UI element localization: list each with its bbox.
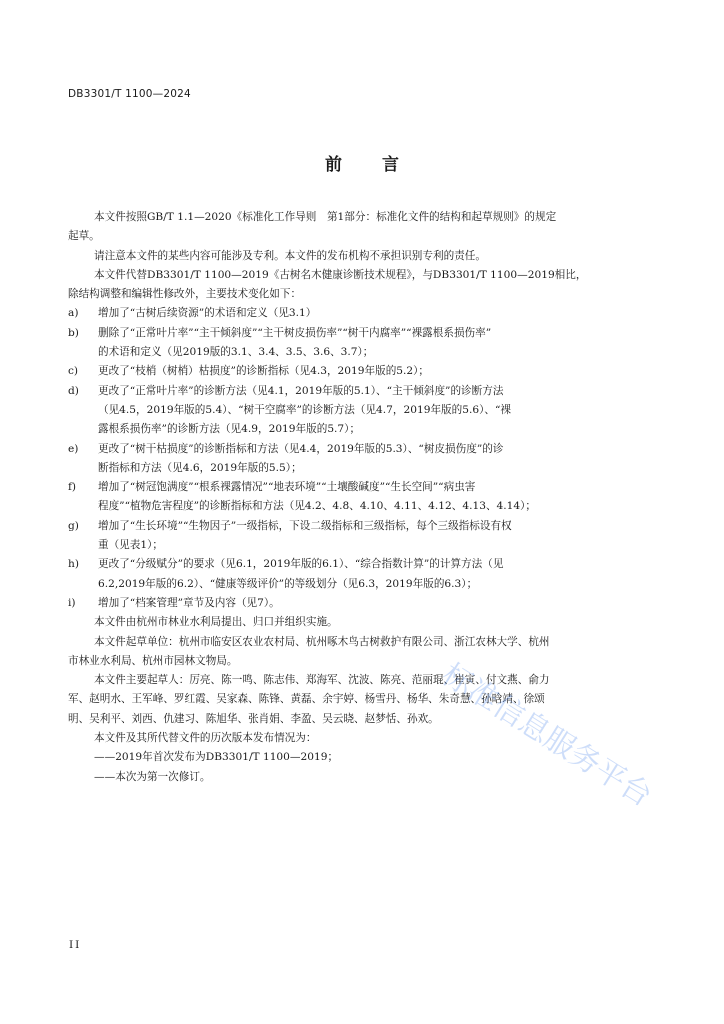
change-item-line: 增加了“树冠饱满度”“根系裸露情况”“地表环境”“土壤酸碱度”“生长空间”“病虫害: [98, 481, 476, 494]
history-item: ——2019年首次发布为DB3301/T 1100—2019；: [94, 751, 339, 764]
history-item: ——本次为第一次修订。: [94, 770, 211, 783]
change-item-line: 更改了“分级赋分”的要求（见6.1，2019年版的6.1）、“综合指数计算”的计算方法（见: [98, 558, 504, 571]
changes-list: [68, 304, 639, 613]
change-item-line: 程度”“植物危害程度”的诊断指标和方法（见4.2、4.8、4.10、4.11、4.12、4.13、4.14）；: [98, 500, 537, 513]
change-item: [68, 324, 639, 363]
watermark-text: 标准信息服务平台: [435, 657, 658, 814]
change-item-line: 更改了“枝梢（树梢）枯损度”的诊断指标（见4.3，2019年版的5.2）；: [98, 365, 430, 378]
change-item-label: c): [68, 365, 79, 378]
change-item-line: 重（见表1）；: [98, 539, 164, 552]
change-item: [68, 440, 639, 479]
change-item: [68, 517, 639, 556]
paragraph-drafting-units: 本文件起草单位：杭州市临安区农业农村局、杭州啄木鸟古树救护有限公司、浙江农林大学、杭州 市林业水利局、杭州市园林文物局。: [68, 635, 550, 667]
change-item-line: （见4.5，2019年版的5.4）、“树干空腐率”的诊断方法（见4.7，2019年版的5.6）、“裸: [98, 403, 511, 416]
change-item: [68, 304, 639, 323]
change-item-label: i): [68, 596, 76, 609]
body-text: [68, 208, 639, 787]
change-item-line: 更改了“树干枯损度”的诊断指标和方法（见4.4，2019年版的5.3）、“树皮损伤度”的诊: [98, 442, 504, 455]
document-code: DB3301/T 1100—2024: [68, 88, 191, 100]
change-item-line: 露根系损伤率”的诊断方法（见4.9，2019年版的5.7）；: [98, 423, 361, 436]
change-item-label: e): [68, 442, 79, 455]
paragraph-replacement: 本文件代替DB3301/T 1100—2019《古树名木健康诊断技术规程》，与DB3301/T 1100—2019相比， 除结构调整和编辑性修改外，主要技术变化如下：: [68, 268, 587, 301]
change-item-line: 更改了“正常叶片率”的诊断方法（见4.1，2019年版的5.1）、“主干倾斜度”的诊断方法: [98, 384, 504, 397]
change-item-text: [98, 324, 639, 363]
change-item: [68, 555, 639, 594]
change-item-text: [98, 362, 639, 381]
change-item: [68, 382, 639, 440]
change-item-text: [98, 555, 639, 594]
change-item-line: 增加了“档案管理”章节及内容（见7）。: [98, 596, 280, 609]
change-item-line: 增加了“生长环境”“生物因子”一级指标，下设二级指标和三级指标，每个三级指标设有权: [98, 519, 512, 532]
change-item-text: [98, 382, 639, 440]
change-item-text: [98, 304, 639, 323]
change-item: [68, 594, 639, 613]
paragraph-patent-notice: 请注意本文件的某些内容可能涉及专利。本文件的发布机构不承担识别专利的责任。: [94, 249, 486, 262]
change-item-line: 断指标和方法（见4.6，2019年版的5.5）；: [98, 461, 302, 474]
change-item-text: [98, 440, 639, 479]
change-item-label: f): [68, 481, 77, 494]
change-item-line: 6.2,2019年版的6.2）、“健康等级评价”的等级划分（见6.3，2019年版的6.3）；: [98, 577, 478, 590]
change-item-text: [98, 517, 639, 556]
change-item-text: [98, 594, 639, 613]
change-item: [68, 362, 639, 381]
change-item-line: 删除了“正常叶片率”“主干倾斜度”“主干树皮损伤率”“树干内腐率”“裸露根系损伤率”: [98, 326, 492, 339]
change-item-label: h): [68, 558, 79, 571]
change-item-line: 增加了“古树后续资源”的术语和定义（见3.1）: [98, 307, 317, 320]
paragraph-drafters: 本文件主要起草人：厉亮、陈一鸣、陈志伟、郑海军、沈波、陈亮、范丽琨、崔寅、付文燕、俞力 军、赵明水、王军峰、罗红霞、吴家森、陈锋、黄磊、余宇婷、杨雪丹、杨华、朱奇慧、孙晗靖、徐颂 明、吴利平、刘西、仇建习、陈旭华、张肖娟、李盈、吴云晓、赵梦恬、孙欢。: [68, 674, 550, 725]
change-item-label: g): [68, 519, 79, 532]
change-item-label: b): [68, 326, 79, 339]
page-title: 前言: [325, 155, 439, 175]
paragraph-proposer: 本文件由杭州市林业水利局提出、归口并组织实施。: [94, 616, 338, 629]
paragraph-history: 本文件及其所代替文件的历次版本发布情况为：: [94, 732, 317, 745]
change-item: [68, 478, 639, 517]
paragraph-drafting-basis: 本文件按照GB/T 1.1—2020《标准化工作导则 第1部分：标准化文件的结构和起草规则》的规定 起草。: [68, 211, 557, 243]
change-item-line: 的术语和定义（见2019版的3.1、3.4、3.5、3.6、3.7）；: [98, 346, 374, 359]
change-item-text: [98, 478, 639, 517]
page-number: II: [69, 939, 82, 951]
change-item-label: d): [68, 384, 79, 397]
change-item-label: a): [68, 307, 79, 320]
